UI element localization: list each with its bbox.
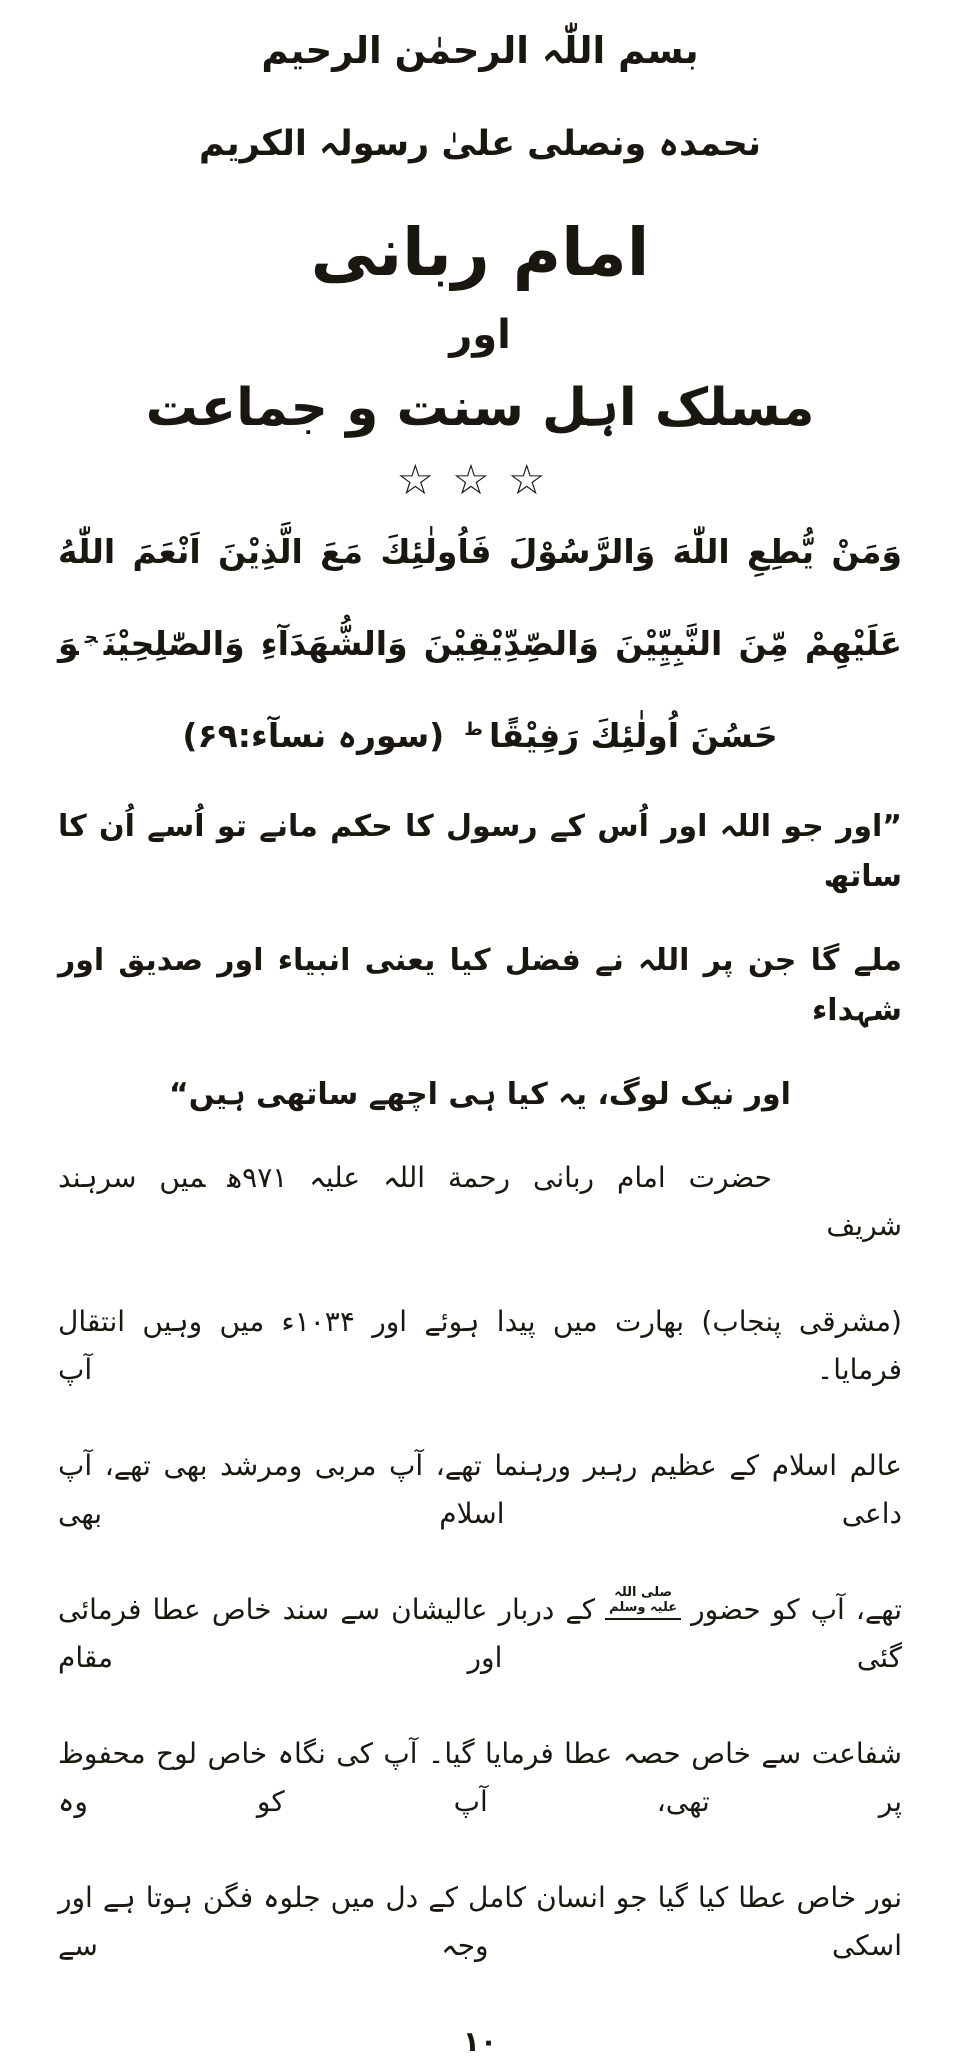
- title-conjunction: اور: [449, 312, 511, 358]
- body-line-4-left: کے دربار عالیشان سے سند خاص عطا فرمائی گئی اور مقام: [58, 1593, 902, 1674]
- body-line-1-end: میں سرہند شریف: [58, 1161, 902, 1242]
- body-line-3: عالم اسلام کے عظیم رہبر ورہنما تھے، آپ مربی ومرشد بھی تھے، آپ داعی اسلام بھی: [58, 1449, 902, 1530]
- body-line-5: شفاعت سے خاص حصہ عطا فرمایا گیا۔ آپ کی نگاہ خاص لوح محفوظ پر تھی، آپ کو وہ: [58, 1737, 902, 1818]
- body-line-4: [58, 1586, 902, 1682]
- biography-paragraph: [58, 1154, 902, 1970]
- book-subtitle: مسلک اہل سنت و جماعت: [145, 378, 815, 438]
- birth-year: ۹۷۱ھ: [227, 1161, 288, 1194]
- verse-line-2-text: عَلَيْهِمْ مِّنَ النَّبِيِّيْنَ وَالصِّدِّيْقِيْنَ وَالشُّهَدَآءِ وَالصّٰلِحِيْنَ: [103, 624, 902, 663]
- body-line-6: نور خاص عطا کیا گیا جو انسان کامل کے دل میں جلوہ فگن ہوتا ہے اور اسکی وجہ سے: [58, 1881, 902, 1962]
- body-line-4-right: تھے، آپ کو حضور: [691, 1593, 902, 1626]
- body-line-1: [58, 1154, 902, 1250]
- durood-calligraphy-mark: [605, 1586, 681, 1620]
- three-stars-divider-icon: ☆☆☆: [396, 455, 564, 504]
- body-line-1-start: حضرت امام ربانی رحمة اللہ علیہ: [309, 1161, 772, 1194]
- verse-line-2-continuation: وَ: [58, 624, 79, 663]
- durood-top-text: صلی اللہ: [614, 1585, 673, 1601]
- translation-line-1: ”اور جو اللہ اور اُس کے رسول کا حکم مانے تو اُسے اُن کا ساتھ: [58, 809, 902, 894]
- quran-verse-line-2: [58, 610, 902, 672]
- quran-verse-line-3: [58, 702, 902, 764]
- bismillah-text: بسم اللّٰہ الرحمٰن الرحیم: [261, 29, 699, 72]
- waqf-mark: ج: [84, 627, 98, 648]
- hamd-salutation-text: نحمدہ ونصلی علیٰ رسولہ الکریم: [199, 124, 761, 164]
- translation-line-3: اور نیک لوگ، یہ کیا ہی اچھے ساتھی ہیں“: [169, 1077, 791, 1112]
- page-number: ۱۰: [462, 2025, 498, 2058]
- verse-line-3-text: حَسُنَ اُولٰئِكَ رَفِيْقًا: [488, 716, 778, 755]
- quran-verse-line-1: وَمَنْ يُّطِعِ اللّٰهَ وَالرَّسُوْلَ فَاُولٰئِكَ مَعَ الَّذِيْنَ اَنْعَمَ اللّٰهُ: [58, 532, 902, 571]
- book-title: امام ربانی: [310, 214, 650, 291]
- durood-bottom-text: علیہ وسلم: [609, 1600, 678, 1615]
- verse-reference: (سورہ نسآء:۶۹): [182, 716, 445, 755]
- urdu-translation-block: [58, 802, 902, 1120]
- waqf-mark: ط: [464, 719, 483, 740]
- quran-verse-block: [58, 524, 902, 764]
- body-line-2: (مشرقی پنجاب) بھارت میں پیدا ہوئے اور ۱۰۳۴ء میں وہیں انتقال فرمایا۔ آپ: [58, 1305, 902, 1386]
- translation-line-2: ملے گا جن پر اللہ نے فضل کیا یعنی انبیاء اور صدیق اور شہداء: [58, 943, 902, 1028]
